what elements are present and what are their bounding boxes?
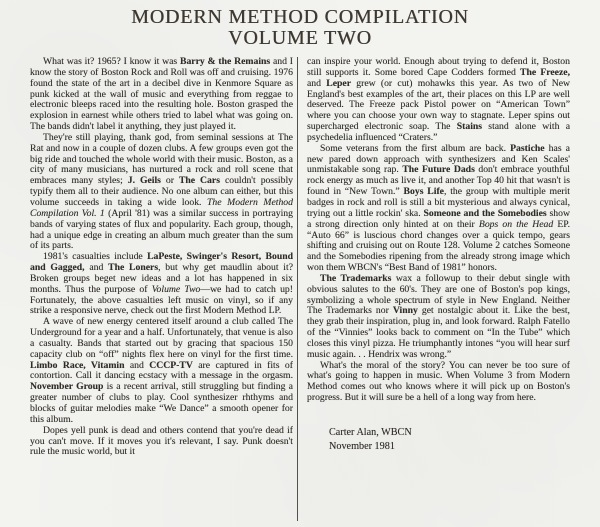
text-segment: EP. “Auto 66” is luscious chord changes over a quick tempo, gears shifting and cruising out on Route 128. Volume 2 catches Someone and the Somebodies ripening from the already strong image which won them WBCN's “Best Band of 1981” honors. [307, 218, 570, 274]
text-segment: can inspire your world. Enough about trying to defend it, Boston still supports it. Some bored Cape Codders formed [307, 57, 570, 78]
signature [307, 426, 570, 453]
paragraph [30, 133, 293, 252]
text-segment: Dopes yell punk is dead and others contend that you're dead if you can't move. If it moves you it's relevant, I say. Punk doesn't rule the music world, but it [30, 424, 293, 458]
paragraph [307, 144, 570, 274]
title-line-2: VOLUME TWO [228, 27, 372, 49]
text-segment: get nostalgic about it. Like the best, they grab their inspiration, plug in, and look forward. Ralph Fatello of the “Vinnies” looks back to comment on “In the Tube” which closes this vinyl pizza. He triumphantly intones “you will hear surf music again. . . Hendrix was wrong.” [307, 305, 570, 360]
paragraph [30, 317, 293, 425]
text-segment: What's the moral of the story? You can never be too sure of what's going to happen in music. When Volume 3 from Modern Method comes out who knows where it will pick up on Boston's progress. But it will sure be a hell of a long way from here. [307, 359, 570, 404]
text-segment: and [124, 359, 150, 371]
text-segment: CCCP-TV [149, 359, 193, 371]
paragraph [307, 274, 570, 361]
title-line-1: MODERN METHOD COMPILATION [131, 6, 469, 28]
text-segment: grew (or cut) mohawks this year. As two of New England's best examples of the art, their places on this LP are well deserved. The Freeze pack Pistol power on “American Town” where you can choose your own way to stagnate. Leper spins out supercharged electronic soap. The [307, 77, 570, 133]
signature-name: Carter Alan, WBCN [329, 427, 412, 438]
text-segment: Some veterans from the first album are back. [320, 142, 511, 154]
text-segment: Leper [326, 77, 351, 89]
text-segment: and I know the story of Boston Rock and Roll was off and cruising. 1976 found the state of the art in a decibel dive in Kenmore Square as punk kicked at the wall of music and everything from reggae to electronic bleeps raced into the resulting hole. Boston grasped the explosion in earnest while others tried to label what was going on. The bands didn't label it anything, they just played it. [30, 57, 293, 133]
paragraph [30, 426, 293, 459]
text-segment: They're still playing, thank god, from seminal sessions at The Rat and now in a couple of dozen clubs. A few groups even got the big ride and touched the whole world with their music. Boston, as a city of many musicians, has nurtured a rock and roll scene that embraces many styles; [30, 131, 293, 187]
text-segment: (April '81) was a similar success in portraying bands of varying states of flux and popularity. Each group, though, had a unique edge in creating an album much greater than the sum of its parts. [30, 207, 293, 252]
left-column [30, 57, 293, 527]
paragraph [30, 57, 293, 133]
text-segment: A wave of new energy centered itself around a club called The Underground for a year and a half. Unfortunately, that venue is also a casualty. Bands that started out by gracing that spacious 150 capacity club on “off” nights flex here on vinyl for the first time. [30, 316, 293, 360]
text-segment: and [307, 77, 327, 89]
text-segment: Volume Two [151, 283, 201, 295]
text-segment: Bops on the Head [478, 218, 554, 230]
text-segment: The Future Dads [402, 164, 475, 176]
paragraph [30, 252, 293, 317]
column-divider [297, 57, 298, 521]
signature-date: November 1981 [329, 440, 395, 452]
text-segment: November Group [30, 381, 104, 393]
text-segment: 1981's casualties include [43, 251, 148, 263]
text-segment: wax a followup to their debut single with obvious salutes to the 60's. They are one of Boston's pop kings, symbolizing a whole spectrum of style in New England. Neither The Trademarks nor [307, 272, 570, 317]
text-segment: , but why get maudlin about it? Broken groups beget new ideas and a lot has happened in six months. Thus the purpose of [30, 262, 293, 295]
text-segment: The Cars [178, 175, 220, 187]
text-segment: , the group with multiple merit badges in rock and roll is still a bit mysterious and always cynical, trying out a little rockin' ska. [307, 186, 570, 219]
text-segment: The Trademarks [320, 272, 392, 284]
text-segment: J. Geils [127, 175, 161, 187]
paragraph [307, 57, 570, 144]
text-segment: couldn't possibly typify them all to their audience. No one album can either, but this volume succeeds in taking a wide look. [30, 175, 293, 208]
text-segment: or [160, 175, 179, 187]
article-body [0, 57, 600, 527]
right-column [307, 57, 570, 527]
text-segment: LaPeste, Swinger's Resort, Bound and Gagged, [30, 251, 293, 274]
text-segment: What was it? 1965? I know it was [43, 57, 180, 67]
text-segment: Barry & the Remains [180, 57, 271, 67]
text-segment: and [84, 262, 109, 274]
text-segment: are captured in fits of contortion. Call it dancing ecstacy with a message in the orgasm. [30, 359, 293, 382]
text-segment: Pastiche [510, 142, 545, 154]
paragraph [307, 361, 570, 404]
text-segment: Vinny [392, 305, 418, 317]
text-segment: Stains [456, 121, 483, 133]
text-segment: The Modern Method Compilation Vol. 1 [30, 196, 293, 219]
text-segment: is a recent arrival, still struggling but finding a greater number of clubs to play. Cool synthesizer rhthyms and blocks of guitar melodies make “We Dance” a smooth opener for this album. [30, 381, 293, 425]
text-segment: Boys Life [403, 186, 444, 198]
text-segment: show a strong direction only hinted at on their [307, 207, 570, 230]
text-segment: Limbo Race, Vitamin [30, 359, 125, 371]
text-segment: don't embrace youthful rock energy as much as live it, and another Top 40 hit that wasn't is found in “New Town.” [307, 164, 570, 198]
text-segment: has a new pared down approach with synthesizers and Ken Scales' unmistakable song rap. [307, 142, 570, 176]
text-segment: The Freeze, [520, 66, 570, 78]
text-segment: Someone and the Somebodies [423, 207, 547, 219]
text-segment: stand alone with a psychedelia influenced “Craters.” [307, 121, 570, 143]
text-segment: —we had to catch up! Fortunately, the above casualties left music on vinyl, so if any strike a responsive nerve, check out the first Modern Method LP. [30, 283, 293, 317]
text-segment: The Loners [108, 262, 159, 274]
page-title [0, 0, 600, 49]
